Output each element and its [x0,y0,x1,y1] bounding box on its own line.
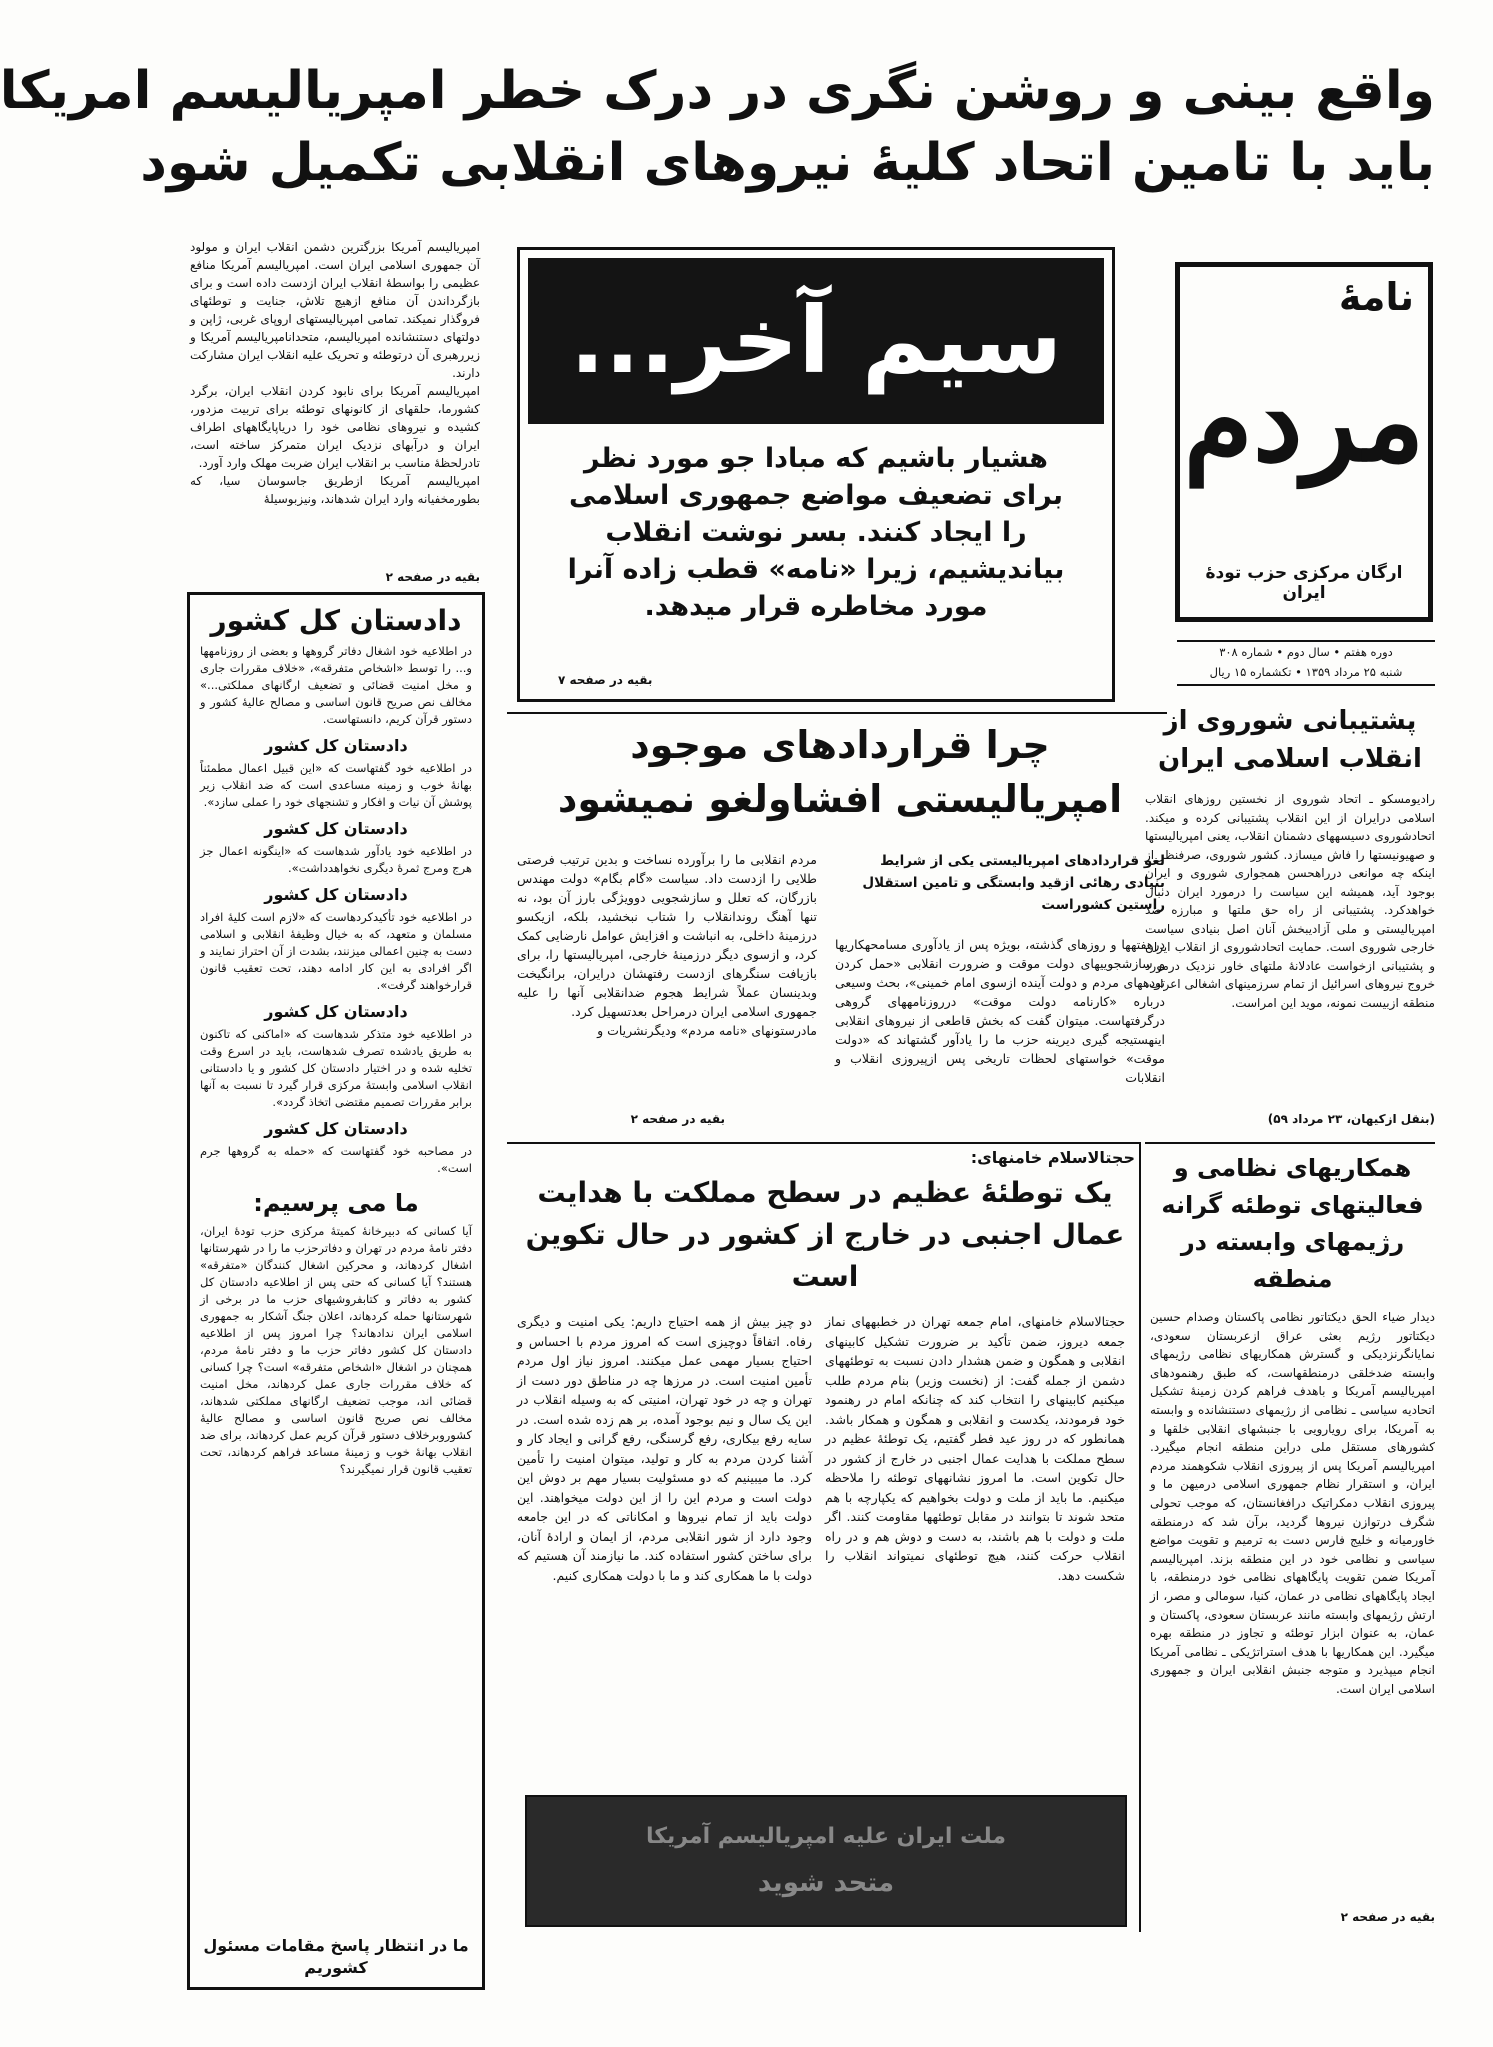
soviet-source: (بنقل ازکیهان، ۲۳ مرداد ۵۹) [1267,1112,1435,1126]
soviet-body [1145,790,1435,1110]
main-headline-line1: واقع بینی و روشن نگری در درک خطر امپریالیسم امریکا [0,61,1435,121]
entry-title: دادستان کل کشور [264,885,408,904]
article-paragraph: درهفتهها و روزهای گذشته، بویژه پس از یادآوری مسامحهکاریها و سازشجوییهای دولت موقت و ضرورت انقلابی «حمل کردن تودههای مردم و دولت آینده ازسوی امام خمینی»، بحث وسیعی درباره «کارنامه دولت موقت» درروزنامههای گروهی درگرفتهاست. میتوان گفت که بخش قاطعی از نیروهای انقلابی اینهستیجه گیری دیرینه حزب ما را یادآور گشتهاند که «دولت موقت» خواستهای لحظات تاریخی پس ازپیروزی انقلاب و انقلابات [835,937,1165,1085]
entry-body: در مصاحبه خود گفتهاست که «حمله به گروهها جرم است». [200,1144,472,1175]
article-paragraph: امپریالیسم آمریکا برای نابود کردن انقلاب ایران، برگرد کشورما، حلقهای از کانونهای توطئه برای تربیت مزدور، کشیده و نیروهای نظامی خود را دریاپایگاههای اطراف ایران و درآبهای نزدیک ایران متمرکز ساخته است، تادرلحظهٔ مناسب بر انقلاب ایران ضربت مهلک وارد آورد. [190,384,480,470]
contracts-col-right [835,935,1165,1125]
entry-title: دادستان کل کشور [264,736,408,755]
nameplate-subtitle: ارگان مرکزی حزب تودهٔ ایران [1205,563,1403,603]
top-left-article [190,238,480,583]
entry-title: دادستان کل کشور [264,1119,408,1138]
military-body [1150,1308,1435,1908]
entry-body: در اطلاعیه خود اشغال دفاتر گروهها و بعضی از روزنامهها و... را توسط «اشخاص متفرقه»، «خلاف مقررات جاری و مخل امنیت قضائی و تضعیف ارگانهای مملکتی...» مخالف نص صریح قانون اساسی و مصالح عالیهٔ کشور و دستور قرآن کریم، دانستهاست. [200,644,472,726]
article-paragraph: رادیومسکو ـ اتحاد شوروی از نخستین روزهای انقلاب اسلامی درایران از این انقلاب پشتیبانی کرده و میکند. اتحادشوروی دسیسههای دشمنان انقلاب، یعنی امپریالیستها و صهیونیستها را فاش میسازد. کشور شوروی، صرفنظر از اینکه چه موانعی درراهحسن همجواری شوروی و ایران بوجود آید، همیشه این سیاست را درمورد ایران دنبال خواهدکرد. پشتیبانی از راه حق ملتها و مبارزه ضد امپریالیستی و ملی آزادیبخش آنان اصل بنیادی سیاست خارجی شوروی است. حمایت اتحادشوروی از انقلاب ایران و پشتیبانی ازخواست عادلانهٔ ملتهای خاور نزدیک درمورد خروج نیروهای اسرائیل از تمام سرزمینهای اشغالی اعراب، منطقه ازبیست نمونه، موید این امراست. [1145,792,1435,1010]
contracts-col-left [517,850,817,1130]
questions-heading: ما می پرسیم: [253,1189,419,1217]
issue-line-1: دوره هفتم • سال دوم • شماره ۳۰۸ [1219,645,1393,659]
questions-body: آیا کسانی که دبیرخانهٔ کمیتهٔ مرکزی حزب تودهٔ ایران، دفتر نامهٔ مردم در تهران و دفاترحزب ما را در شهرستانها اشغال کردهاند، و محرکین اشغال کنندگان «متفرقه» هستند؟ آیا کسانی که حتی پس از اطلاعیه دادستان کل کشور به دفاتر و کتابفروشیهای حزب ما در برخی از شهرستانها حمله کردهاند، اعلان جنگ آشکار به جمهوری اسلامی ایران ندادهاند؟ چرا امروز پس از اطلاعیه دادستان کل کشور دفاتر حزب ما و دفتر نامهٔ مردم، همچنان در اشغال «اشخاص متفرقه» است؟ چرا کسانی که خلاف مقررات جاری عمل کردهاند، مخل امنیت قضائی اند، موجب تضعیف ارگانهای مملکتی شدهاند، مخالف نص صریح قانون اساسی و مصالح عالیهٔ کشوروبرخلاف دستور قرآن کریم عمل کردهاند، برای ضد انقلاب بهانهٔ خوب و زمینهٔ مساعد فراهم کردهاند، تحت تعقیب قانون قرار نمیگیرند؟ [200,1224,472,1476]
khamenei-col-left [517,1312,812,1767]
entry-body: در اطلاعیه خود یادآور شدهاست که «اینگونه اعمال جز هرج ومرج ثمرهٔ دیگری نخواهدداشت». [200,844,472,875]
top-left-continued: بقیه در صفحه ۲ [385,570,480,584]
article-paragraph: مادرستونهای «نامه مردم» ودیگرنشریات و [597,1023,817,1038]
nameplate-small-title: نامهٔ [1338,275,1414,319]
center-box [517,247,1115,702]
soviet-headline: پشتیبانی شوروی از انقلاب اسلامی ایران [1158,706,1422,774]
divider [1145,1142,1435,1144]
entry-body: در اطلاعیه خود تأکیدکردهاست که «لازم است کلیهٔ افراد مسلمان و متعهد، که به خیال وظیفهٔ انقلابی و اسلامی دست به چنین اعمالی میزنند، بشدت از آن احتراز نمایند و اگر افرادی به این کار ادامه دهند، تحت تعقیب قانون قرارخواهند گرفت». [200,910,472,992]
military-headline: همکاریهای نظامی و فعالیتهای توطئه گرانه رژیمهای وابسته در منطقه [1161,1154,1424,1293]
main-headline-line2: باید با تامین اتحاد کلیهٔ نیروهای انقلابی تکمیل شود [140,133,1435,193]
article-paragraph: امپریالیسم آمریکا بزرگترین دشمن انقلاب ایران و مولود آن جمهوری اسلامی ایران است. امپریالیسم آمریکا منافع عظیمی را بواسطهٔ انقلاب ایران ازدست داده است و برای بازگرداندن آن منافع ازهیچ تلاش، جنایت و توطئهای فروگذار نمیکند. تمامی امپریالیستهای اروپای غربی، ژاپن و دولتهای دستنشانده امپریالیسم، متحدانامپریالیسم آمریکا و زیررهبری آن درتوطئه و تحریک علیه انقلاب ایران مشارکت دارند. [190,240,480,380]
issue-info [1177,640,1435,686]
article-paragraph: دیدار ضیاء الحق دیکتاتور نظامی پاکستان وصدام حسین دیکتاتور رژیم بعثی عراق ازعربستان سعودی، نمایانگرنزدیکی و گسترش همکاریهای نظامی رژیمهای وابسته ضدخلقی درمنطقهاست، که طبق رهنمودهای امپریالیسم آمریکا و باهدف فراهم کردن زمینهٔ تشکیل اتحادیه سیاسی ـ نظامی از رژیمهای دستنشانده و وابسته به آمریکا، برای رویارویی با جنبشهای انقلابی خلقها و کشورهای مستقل ملی دراین منطقه انجام میگیرد. امپریالیسم آمریکا پس از پیروزی انقلاب شکوهمند مردم ایران، و استقرار نظام جمهوری اسلامی درمیهن ما و پیروزی انقلاب دمکراتیک درافغانستان، که موجب تحولی شگرف درتوازن نیروها گردید، برآن شد که درمنطقه خاورمیانه و خلیج فارس دست به ترمیم و تقویت مواضع سیاسی و نظامی خود در این منطقه بزند. امپریالیسم آمریکا ضمن تقویت پایگاههای نظامی خود درمنطقه، با ایجاد پایگاههای نظامی در عمان، کنیا، سومالی و مصر، از ارتش رژیمهای وابسته مانند عربستان سعودی، پاکستان و عمان، به عنوان ابزار توطئه و تجاوز در منطقه بهره میگیرد. این همکاریها با هدف استراتژیکی ـ نظامی آمریکا انجام میپذیرد و متوجه جنبش انقلابی ایران و جمهوری اسلامی ایران است. [1150,1310,1435,1696]
gray-box-line2: متحد شوید [757,1868,895,1898]
entry-body: در اطلاعیه خود متذکر شدهاست که «اماکنی که تاکنون به طریق یادشده تصرف شدهاست، باید در اسرع وقت تخلیه شده و در اختیار دادستان کل کشور و یا دادستانی انقلاب اسلامی وابستهٔ مرکزی قرار گیرد تا نسبت به آنها برابر مقررات تصمیم مقتضی اتخاذ گردد». [200,1027,472,1109]
contracts-kicker: لغو قراردادهای امپریالیستی یکی از شرایط بنیادی رهائی ازقید وابستگی و تامین استقلال راستین کشوراست [862,853,1165,913]
nameplate-logo: مردم [1183,356,1425,487]
divider [507,712,1167,714]
khamenei-headline: یک توطئهٔ عظیم در سطح مملکت با هدایت عمال اجنبی در خارج از کشور در حال تکوین است [525,1176,1125,1293]
prosecutor-column [187,592,485,1990]
article-paragraph: حجتالاسلام خامنهای، امام جمعه تهران در خطبههای نماز جمعه دیروز، ضمن تأکید بر ضرورت تشکیل کابینهای انقلابی و همگون و ضمن هشدار دادن نسبت به توطئههای دشمن از جمله گفت: از (نخست وزیر) بنام مردم طلب میکنیم کابینهای را انتخاب کند که چنانکه امام در رهنمود خود فرمودند، یکدست و انقلابی و همگون و همکار باشد. همانطور که در روز عید فطر گفتیم، یک توطئهٔ عظیم در سطح مملکت با هدایت عمال اجنبی در خارج از کشور در حال تکوین است. ما امروز نشانههای توطئه را ملاحظه میکنیم. ما باید از ملت و دولت بخواهیم که یکپارچه با هم متحد شوند تا بتوانند در مقابل توطئهها مقاومت کنند. اگر ملت و دولت با هم باشند، به دست و دوش هم و در راه انقلاب حرکت کنند، هیچ توطئهای نمیتواند انقلاب را شکست دهد. [825,1314,1125,1583]
prosecutor-entry [200,643,472,1177]
entry-title: دادستان کل کشور [264,1002,408,1021]
center-banner: سیم آخر... [528,258,1104,424]
gray-box [525,1795,1127,1927]
article-paragraph: دو چیز بیش از همه احتیاج داریم: یکی امنیت و دیگری رفاه. اتفاقاً دوچیزی است که امروز مردم با احساس و احتیاج بسیار مهمی عمل میکنند. امروز نیاز اول مردم تأمین امنیت است. در مرزها چه در مناطق دور دست از تهران و چه در خود تهران، امنیتی که به وسیله انقلاب در این یک سال و نیم بوجود آمده، بر هم زده شده است. در سایه رفع بیکاری، رفع گرسنگی، رفع گرانی و ایجاد کار و آشنا کردن مردم به کار و تولید، میتوان امنیت را تأمین کرد. ما میبینیم که دو مسئولیت بسیار مهم بر دوش این دولت است و مردم این را از این دولت میخواهند. این دولت باید از تمام نیروها و امکاناتی که در این جامعه وجود دارد از شور انقلابی مردم، از ایمان و ارادهٔ آنان، برای ساختن کشور استفاده کند. ما نیازمند آن هستیم که دولت با ما همکاری کند و ما با دولت همکاری کنیم. [517,1314,812,1583]
closing-line: ما در انتظار پاسخ مقامات مسئول کشوریم [203,1936,469,1977]
main-headline [0,55,1435,215]
contracts-headline: چرا قراردادهای موجود امپریالیستی افشاولغو نمیشود [557,723,1123,821]
issue-line-2: شنبه ۲۵ مرداد ۱۳۵۹ • تکشماره ۱۵ ریال [1209,665,1403,679]
divider [507,1142,1139,1144]
center-continued: بقیه در صفحه ۷ [558,673,653,687]
center-body: هشیار باشیم که مبادا جو مورد نظر برای تضعیف مواضع جمهوری اسلامی را ایجاد کنند. بسر نوشت انقلاب بیاندیشیم، زیرا «نامه» قطب زاده آنرا مورد مخاطره قرار میدهد. [567,443,1065,622]
divider [1139,1142,1141,1932]
entry-body: در اطلاعیه خود گفتهاست که «این قبیل اعمال مطمئناً بهانهٔ خوب و زمینه مساعدی است که ضد انقلاب زیر پوشش آن نیات و افکار و تشنجهای خود را عملی سازد». [200,761,472,809]
military-continued: بقیه در صفحه ۲ [1340,1910,1435,1924]
entry-title: دادستان کل کشور [264,819,408,838]
prosecutor-headline: دادستان کل کشور [210,604,462,637]
contracts-continued: بقیه در صفحه ۲ [630,1112,725,1126]
nameplate [1175,262,1433,622]
gray-box-line1: ملت ایران علیه امپریالیسم آمریکا [645,1824,1007,1849]
article-paragraph: مردم انقلابی ما را برآورده نساخت و بدین ترتیب فرصتی طلایی را ازدست داد. سیاست «گام بگام» دولت مهندس بازرگان، که تعلل و سازشجویی دوویژگی بارز آن بود، نه تنها آهنگ روندانقلاب را شتاب نبخشید، بلکه، ازیکسو درزمینهٔ داخلی، به انباشت و افزایش عوامل نارضایی کمک کرد، و ازسوی دیگر درزمینهٔ خارجی، امپریالیستها را، برای بازیافت سنگرهای ازدست رفتهشان درایران، برانگیخت وبدینسان عملاً شرایط هجوم ضدانقلابی آنها را علیه جمهوری اسلامی ایران درمراحل بعدتسهیل کرد. [517,852,817,1019]
article-paragraph: امپریالیسم آمریکا ازطریق جاسوسان سیا، که بطورمخفیانه وارد ایران شدهاند، ونیزبوسیلهٔ [190,474,480,506]
khamenei-col-right [825,1312,1125,1767]
khamenei-kicker: حجتالاسلام خامنهای: [970,1148,1135,1167]
